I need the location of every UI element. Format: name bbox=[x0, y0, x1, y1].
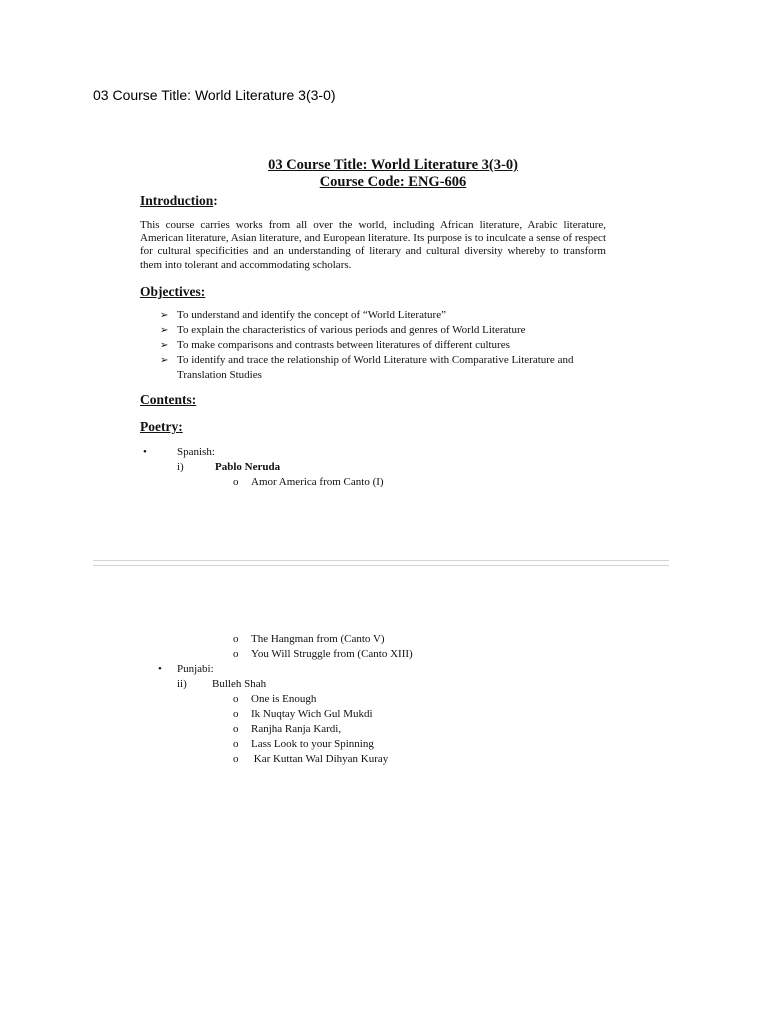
objective-text: To make comparisons and contrasts between literatures of different cultures bbox=[177, 339, 510, 351]
objective-item bbox=[160, 308, 610, 323]
objective-item bbox=[160, 338, 610, 353]
sub-bullet-icon: o bbox=[233, 708, 239, 720]
introduction-heading-text: Introduction bbox=[140, 193, 214, 208]
introduction-heading-colon: : bbox=[213, 193, 218, 208]
introduction-paragraph: This course carries works from all over the world, including African literature, Arabic literature, American literature, Asian literature, and European literature. Its purpose is to inculcate a sense of respect for cultural specificities and an understanding of literary and cultural diversity whereby to transform them into tolerant and accommodating scholars. bbox=[140, 219, 606, 271]
bullet-icon: • bbox=[158, 663, 162, 675]
poem-title: Lass Look to your Spinning bbox=[251, 738, 374, 750]
document-heading: 03 Course Title: World Literature 3(3-0) bbox=[93, 87, 336, 103]
objectives-heading bbox=[140, 284, 205, 300]
sub-bullet-icon: o bbox=[233, 476, 239, 488]
poem-title: The Hangman from (Canto V) bbox=[251, 633, 385, 645]
arrow-bullet-icon: ➢ bbox=[160, 340, 169, 351]
objective-item bbox=[160, 323, 610, 338]
sub-bullet-icon: o bbox=[233, 648, 239, 660]
objective-text: To identify and trace the relationship of World Literature with Comparative Literature and Translation Studies bbox=[177, 354, 574, 381]
scanned-page-2 bbox=[140, 630, 610, 780]
sub-bullet-icon: o bbox=[233, 633, 239, 645]
sub-bullet-icon: o bbox=[233, 753, 239, 765]
poet-numeral: ii) bbox=[177, 678, 187, 690]
bullet-icon: • bbox=[143, 446, 147, 458]
poet-name-neruda: Pablo Neruda bbox=[215, 461, 281, 473]
sub-bullet-icon: o bbox=[233, 738, 239, 750]
course-code: Course Code: ENG-606 bbox=[319, 174, 467, 190]
contents-heading bbox=[140, 392, 196, 408]
objective-text: To understand and identify the concept of “World Literature” bbox=[177, 309, 446, 321]
objective-text: To explain the characteristics of various periods and genres of World Literature bbox=[177, 324, 526, 336]
poem-title: Kar Kuttan Wal Dihyan Kuray bbox=[251, 753, 389, 765]
language-label-spanish: Spanish: bbox=[177, 446, 215, 458]
arrow-bullet-icon: ➢ bbox=[160, 325, 169, 336]
poet-name-bulleh-shah: Bulleh Shah bbox=[212, 678, 267, 690]
sub-bullet-icon: o bbox=[233, 723, 239, 735]
objective-item bbox=[160, 353, 610, 383]
contents-heading-text: Contents: bbox=[140, 392, 197, 407]
language-label-punjabi: Punjabi: bbox=[177, 663, 214, 675]
title-block bbox=[140, 157, 610, 191]
introduction-heading bbox=[140, 193, 218, 209]
scanned-page-1 bbox=[140, 157, 610, 488]
poem-title: Ik Nuqtay Wich Gul Mukdi bbox=[251, 708, 373, 720]
page-divider bbox=[93, 560, 669, 566]
poem-title: Ranjha Ranja Kardi, bbox=[251, 723, 342, 735]
arrow-bullet-icon: ➢ bbox=[160, 310, 169, 321]
poet-numeral: i) bbox=[177, 461, 184, 473]
poem-title: Amor America from Canto (I) bbox=[251, 476, 384, 488]
poem-title: You Will Struggle from (Canto XIII) bbox=[251, 648, 413, 660]
objectives-list bbox=[160, 308, 610, 383]
objectives-heading-text: Objectives: bbox=[140, 284, 206, 299]
arrow-bullet-icon: ➢ bbox=[160, 355, 169, 366]
poetry-heading bbox=[140, 419, 183, 435]
sub-bullet-icon: o bbox=[233, 693, 239, 705]
poetry-heading-text: Poetry: bbox=[140, 419, 183, 434]
course-title: 03 Course Title: World Literature 3(3-0) bbox=[268, 157, 518, 173]
poem-title: One is Enough bbox=[251, 693, 317, 705]
